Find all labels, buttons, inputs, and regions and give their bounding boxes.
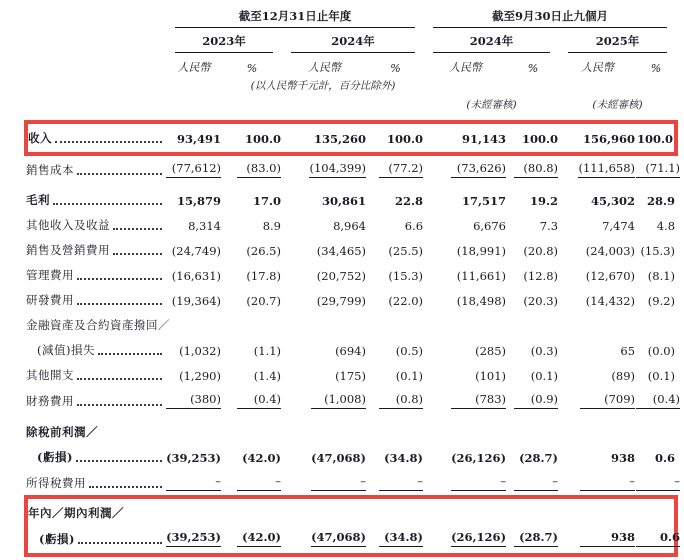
value-cell	[507, 154, 559, 182]
underlined-value: –	[636, 474, 680, 491]
underlined-value: (77.2)	[379, 161, 423, 178]
value-cell: (15.3)	[640, 244, 676, 258]
row-label: 除稅前利潤／	[26, 424, 98, 439]
underlined-value: –	[379, 474, 423, 491]
row-admin-expenses-values	[26, 263, 676, 288]
year-2024-fy	[282, 28, 424, 53]
value-cell: (0.1)	[530, 369, 559, 383]
underlined-value: 938	[580, 530, 635, 547]
row-label: 其他開支	[26, 368, 74, 382]
row-admin-expenses	[26, 263, 676, 288]
underlined-value: (80.8)	[514, 161, 558, 178]
underlined-value: (28.7)	[514, 530, 558, 547]
year-row	[26, 28, 676, 53]
value-cell	[636, 469, 681, 497]
value-cell: (26.5)	[246, 244, 281, 258]
value-cell	[166, 469, 222, 497]
value-cell	[222, 469, 282, 497]
row-label: 財務費用	[26, 394, 74, 408]
value-cell	[507, 388, 559, 414]
value-cell: 45,302	[591, 194, 636, 208]
value-cell	[559, 469, 636, 497]
value-cell: (18,991)	[456, 244, 507, 258]
value-cell: 8,964	[333, 219, 366, 233]
value-cell	[636, 388, 681, 414]
value-cell: 8.9	[262, 219, 281, 233]
row-impairment-values	[26, 338, 676, 363]
value-cell: 4.8	[656, 219, 676, 233]
underlined-value: (71.1)	[636, 161, 680, 178]
period-group-nine-months-label: 截至9月30日止九個月	[433, 8, 667, 28]
header-spacer	[26, 4, 166, 28]
underlined-value: –	[580, 474, 635, 491]
value-cell: (28.7)	[519, 450, 559, 465]
row-profit-before-tax-label-line1	[26, 414, 676, 445]
row-label: 研發費用	[26, 293, 74, 307]
rmb-header-3: 人民幣	[449, 61, 483, 74]
value-cell: (1,032)	[179, 344, 221, 358]
underlined-value: (0.4)	[636, 392, 680, 409]
row-profit-for-period	[26, 497, 681, 555]
value-cell: (17.8)	[246, 269, 281, 283]
value-cell	[559, 526, 636, 556]
year-2025-9m-label: 2025年	[568, 33, 667, 53]
underlined-value: (26,126)	[451, 530, 506, 547]
value-cell: (25.5)	[388, 244, 424, 258]
row-label: (減值)損失	[37, 343, 95, 357]
units-note-row	[26, 75, 676, 93]
value-cell: (0.1)	[395, 369, 424, 383]
value-cell: (14,432)	[585, 294, 636, 308]
dot-leader	[76, 460, 162, 462]
value-cell	[424, 469, 507, 497]
value-cell: (34.8)	[384, 450, 424, 465]
row-cost-of-sales-values	[26, 154, 676, 182]
value-cell	[282, 388, 367, 414]
value-cell: 65	[620, 344, 636, 358]
year-2024-9m	[424, 28, 559, 53]
value-cell	[222, 526, 282, 556]
row-label: (虧損)	[37, 449, 73, 464]
value-cell: 135,260	[313, 132, 366, 146]
value-cell: 6.6	[404, 219, 424, 233]
value-cell: 7.3	[539, 219, 559, 233]
value-cell: (175)	[335, 369, 366, 383]
value-cell	[424, 388, 507, 414]
value-cell	[424, 154, 507, 182]
value-cell: (39,253)	[166, 450, 221, 465]
percent-header-3: %	[527, 62, 539, 75]
value-cell	[367, 154, 424, 182]
row-income-tax-values	[26, 469, 676, 497]
underlined-value: (42.0)	[237, 530, 281, 547]
underlined-value: (709)	[580, 392, 635, 409]
dot-leader	[78, 542, 162, 544]
value-cell: (16,631)	[171, 269, 221, 283]
value-cell: (0.3)	[530, 344, 559, 358]
header-spacer	[26, 93, 424, 122]
row-profit-for-period-values	[26, 526, 676, 556]
value-cell: 17,517	[462, 194, 507, 208]
row-gross-profit-values	[26, 182, 676, 213]
underlined-value: (0.9)	[514, 392, 558, 409]
dot-leader	[77, 278, 162, 280]
rmb-header-4: 人民幣	[581, 61, 615, 74]
value-cell	[367, 388, 424, 414]
value-cell: (11,661)	[456, 269, 507, 283]
percent-header-4: %	[650, 62, 662, 75]
value-cell: (1.1)	[253, 344, 281, 358]
period-group-year-label: 截至12月31日止年度	[175, 8, 415, 28]
row-selling-expenses-values	[26, 238, 676, 263]
row-label: 銷售及營銷費用	[26, 243, 110, 257]
row-label: 銷售成本	[26, 162, 74, 177]
value-cell: (12.8)	[523, 269, 559, 283]
header-spacer	[26, 28, 166, 53]
underlined-value: (39,253)	[166, 530, 221, 547]
value-cell: (22.0)	[388, 294, 424, 308]
value-cell: (29,799)	[316, 294, 366, 308]
value-cell: (0.1)	[647, 369, 676, 383]
dot-leader	[113, 253, 162, 255]
underlined-value: (77,612)	[166, 161, 221, 178]
row-impairment-label-line1	[26, 313, 676, 338]
value-cell	[636, 526, 681, 556]
dot-leader	[77, 303, 162, 305]
value-cell	[636, 154, 681, 182]
value-cell: 93,491	[176, 132, 221, 146]
row-label: 金融資產及合約資產撥回／	[26, 318, 170, 332]
header-spacer	[424, 75, 676, 93]
value-cell	[559, 154, 636, 182]
row-other-income	[26, 213, 676, 238]
row-label: 其他收入及收益	[26, 218, 110, 232]
unaudited-note-2024: (未經審核)	[466, 99, 517, 111]
value-cell: (19,364)	[171, 294, 221, 308]
value-cell: 8,314	[188, 219, 221, 233]
value-cell: (24,749)	[171, 244, 221, 258]
value-cell	[424, 526, 507, 556]
value-cell: 156,960	[583, 132, 636, 146]
value-cell: (1,290)	[179, 369, 221, 383]
value-cell: (8.1)	[647, 269, 676, 283]
underlined-value: (0.8)	[379, 392, 423, 409]
unaudited-row	[26, 93, 676, 122]
underlined-value: (1,008)	[311, 392, 366, 409]
underlined-value: –	[166, 474, 221, 491]
value-cell: (694)	[335, 344, 366, 358]
value-cell: (0.5)	[395, 344, 424, 358]
value-cell: 100.0	[387, 132, 424, 146]
rmb-header-2: 人民幣	[308, 61, 341, 74]
value-cell	[507, 526, 559, 556]
underlined-value: (83.0)	[237, 161, 281, 178]
value-cell: 100.0	[637, 132, 674, 146]
rmb-header-1: 人民幣	[177, 61, 211, 74]
percent-header-2: %	[390, 62, 401, 75]
value-cell: (24,003)	[585, 244, 636, 258]
row-other-expenses-values	[26, 363, 676, 388]
row-label: (虧損)	[39, 532, 75, 546]
row-label: 毛利	[26, 193, 50, 207]
row-label: 收入	[28, 131, 52, 145]
value-cell: (12,670)	[585, 269, 636, 283]
unaudited-note-2025: (未經審核)	[592, 99, 643, 111]
value-cell: (20,752)	[316, 269, 366, 283]
value-cell: 0.6	[655, 450, 676, 465]
underlined-value: (783)	[451, 392, 506, 409]
value-cell	[367, 526, 424, 556]
period-group-year	[166, 4, 424, 28]
dot-leader	[55, 141, 162, 143]
underlined-value: (73,626)	[451, 161, 506, 178]
underlined-value: 0.6	[636, 530, 680, 547]
dot-leader	[98, 353, 162, 355]
value-cell: 100.0	[522, 132, 559, 146]
percent-header-1: %	[246, 62, 258, 75]
table-header	[26, 4, 676, 122]
value-cell	[282, 154, 367, 182]
value-cell	[559, 388, 636, 414]
underlined-value: (111,658)	[578, 161, 635, 178]
value-cell: 938	[611, 450, 636, 465]
dot-leader	[77, 173, 162, 175]
units-note: (以人民幣千元計，百分比除外)	[250, 80, 396, 92]
value-cell: (0.0)	[647, 344, 676, 358]
value-cell: 91,143	[462, 132, 507, 146]
period-group-nine-months	[424, 4, 676, 28]
underlined-value: –	[237, 474, 281, 491]
row-revenue	[26, 122, 676, 154]
year-2025-9m	[559, 28, 676, 53]
row-revenue-values	[26, 122, 676, 154]
row-selling-expenses	[26, 238, 676, 263]
row-profit-before-tax	[26, 414, 676, 470]
value-cell	[166, 526, 222, 556]
dot-leader	[77, 404, 162, 406]
value-cell	[222, 388, 282, 414]
value-cell: (15.3)	[388, 269, 424, 283]
row-other-expenses	[26, 363, 676, 388]
value-cell	[282, 526, 367, 556]
value-cell	[166, 154, 222, 182]
value-cell: 7,474	[602, 219, 636, 233]
year-2024-fy-label: 2024年	[291, 33, 415, 53]
value-cell	[166, 388, 222, 414]
row-cost-of-sales	[26, 154, 681, 182]
period-group-row	[26, 4, 676, 28]
header-spacer	[26, 75, 222, 93]
year-2024-9m-label: 2024年	[433, 33, 550, 53]
value-cell: 30,861	[321, 194, 366, 208]
value-cell: 15,879	[176, 194, 221, 208]
value-cell: (1.4)	[253, 369, 281, 383]
value-cell	[282, 469, 367, 497]
subheader-row	[26, 53, 676, 75]
row-label: 所得稅費用	[26, 475, 86, 490]
year-2023	[166, 28, 282, 53]
row-finance-costs-values	[26, 388, 676, 414]
row-impairment	[26, 313, 676, 363]
row-profit-before-tax-values	[26, 444, 676, 469]
row-other-income-values	[26, 213, 676, 238]
value-cell: (20.8)	[523, 244, 559, 258]
row-income-tax	[26, 469, 681, 497]
value-cell	[222, 154, 282, 182]
value-cell	[507, 469, 559, 497]
underlined-value: (380)	[166, 392, 221, 409]
value-cell: (34,465)	[316, 244, 366, 258]
value-cell	[367, 469, 424, 497]
value-cell: (26,126)	[451, 450, 507, 465]
value-cell: 17.0	[252, 194, 281, 208]
header-spacer	[26, 53, 166, 75]
value-cell: (20.7)	[246, 294, 281, 308]
value-cell: (285)	[475, 344, 507, 358]
dot-leader	[113, 228, 162, 230]
value-cell: 19.2	[530, 194, 559, 208]
underlined-value: –	[514, 474, 558, 491]
dot-leader	[53, 203, 162, 205]
row-rd-expenses	[26, 288, 676, 313]
dot-leader	[89, 486, 162, 488]
income-statement-table	[24, 4, 681, 557]
value-cell: 28.9	[647, 194, 676, 208]
value-cell: (47,068)	[311, 450, 366, 465]
value-cell: 100.0	[244, 132, 281, 146]
row-profit-for-period-label-line1	[26, 497, 676, 526]
value-cell: (101)	[475, 369, 507, 383]
row-rd-expenses-values	[26, 288, 676, 313]
row-label: 年內／期內利潤／	[28, 506, 124, 520]
value-cell: (20.3)	[523, 294, 559, 308]
underlined-value: (104,399)	[309, 161, 366, 178]
value-cell: (42.0)	[242, 450, 281, 465]
row-gross-profit	[26, 182, 676, 213]
underlined-value: (0.4)	[237, 392, 281, 409]
underlined-value: (34.8)	[379, 530, 423, 547]
underlined-value: –	[451, 474, 506, 491]
value-cell: 22.8	[395, 194, 424, 208]
row-label: 管理費用	[26, 268, 74, 282]
value-cell: (18,498)	[456, 294, 507, 308]
year-2023-label: 2023年	[175, 33, 273, 53]
underlined-value: –	[311, 474, 366, 491]
dot-leader	[77, 378, 162, 380]
row-finance-costs	[26, 388, 681, 414]
value-cell: 6,676	[473, 219, 507, 233]
value-cell: (9.2)	[647, 294, 676, 308]
value-cell: (89)	[611, 369, 636, 383]
underlined-value: (47,068)	[311, 530, 366, 547]
